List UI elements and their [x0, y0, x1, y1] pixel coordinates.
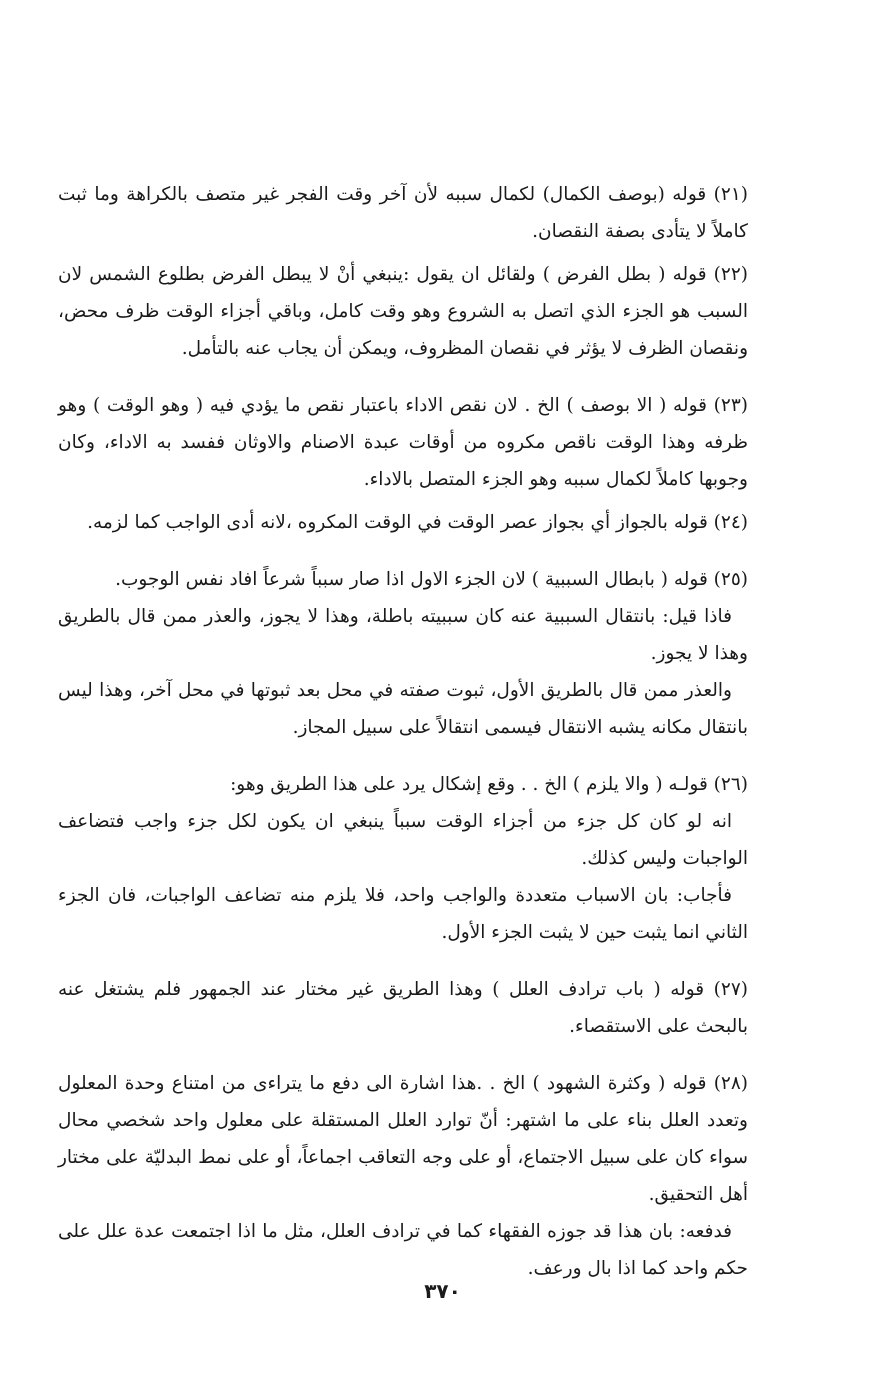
note-paragraph: انه لو كان كل جزء من أجزاء الوقت سبباً ينبغي ان يكون لكل جزء واجب فتضاعف الواجبات وليس كذلك.	[58, 811, 748, 869]
note-paragraph: (٢٤) قوله بالجواز أي بجواز عصر الوقت في الوقت المكروه ،لانه أدى الواجب كما لزمه.	[87, 512, 748, 533]
note-paragraph: فدفعه: بان هذا قد جوزه الفقهاء كما في ترادف العلل، مثل ما اذا اجتمعت عدة علل على حكم واحد كما اذا بال ورعف.	[58, 1221, 748, 1279]
note-paragraph: فأجاب: بان الاسباب متعددة والواجب واحد، فلا يلزم منه تضاعف الواجبات، فان الجزء الثاني انما يثبت حين لا يثبت الجزء الأول.	[58, 885, 748, 943]
note-paragraph: (٢٥) قوله ( بابطال السببية ) لان الجزء الاول اذا صار سبباً شرعاً افاد نفس الوجوب.	[115, 569, 748, 590]
note-28	[58, 1065, 748, 1287]
note-25	[58, 561, 748, 746]
note-paragraph: (٢٢) قوله ( بطل الفرض ) ولقائل ان يقول :ينبغي أنْ لا يبطل الفرض بطلوع الشمس لان السبب هو الجزء الذي اتصل به الشروع وهو وقت كامل، وباقي أجزاء الوقت ظرف محض، ونقصان الظرف لا يؤثر في نقصان المظروف، ويمكن أن يجاب عنه بالتأمل.	[58, 264, 748, 359]
note-paragraph: (٢١) قوله (بوصف الكمال) لكمال سببه لأن آخر وقت الفجر غير متصف بالكراهة وما ثبت كاملاً لا يتأدى بصفة النقصان.	[58, 184, 748, 242]
note-paragraph: فاذا قيل: بانتقال السببية عنه كان سببيته باطلة، وهذا لا يجوز، والعذر ممن قال بالطريق وهذا لا يجوز.	[58, 606, 748, 664]
note-26	[58, 766, 748, 951]
note-21	[58, 176, 748, 250]
note-27	[58, 971, 748, 1045]
note-paragraph: (٢٧) قوله ( باب ترادف العلل ) وهذا الطريق غير مختار عند الجمهور فلم يشتغل عنه بالبحث على الاستقصاء.	[58, 979, 748, 1037]
note-24	[58, 504, 748, 541]
note-paragraph: (٢٣) قوله ( الا بوصف ) الخ . لان نقص الاداء باعتبار نقص ما يؤدي فيه ( وهو الوقت ) وهو ظرفه وهذا الوقت ناقص مكروه من أوقات عبدة الاصنام والاوثان ففسد به الاداء، وكان وجوبها كاملاً لكمال سببه وهو الجزء المتصل بالاداء.	[58, 395, 748, 490]
note-paragraph: والعذر ممن قال بالطريق الأول، ثبوت صفته في محل بعد ثبوتها في محل آخر، وهذا ليس بانتقال مكانه يشبه الانتقال فيسمى انتقالاً على سبيل المجاز.	[58, 680, 748, 738]
note-22	[58, 256, 748, 367]
note-paragraph: (٢٨) قوله ( وكثرة الشهود ) الخ . .هذا اشارة الى دفع ما يتراءى من امتناع وحدة المعلول وتعدد العلل بناء على ما اشتهر: أنّ توارد العلل المستقلة على معلول واحد شخصي محال سواء كان على سبيل الاجتماع، أو على وجه التعاقب اجماعاً، أو على نمط البدليّة على مختار أهل التحقيق.	[58, 1073, 748, 1205]
page-number: ٣٧٠	[424, 1279, 461, 1303]
note-paragraph: (٢٦) قولـه ( والا يلزم ) الخ . . وقع إشكال يرد على هذا الطريق وهو:	[230, 774, 748, 795]
note-23	[58, 387, 748, 498]
footnotes-body	[58, 176, 748, 1293]
